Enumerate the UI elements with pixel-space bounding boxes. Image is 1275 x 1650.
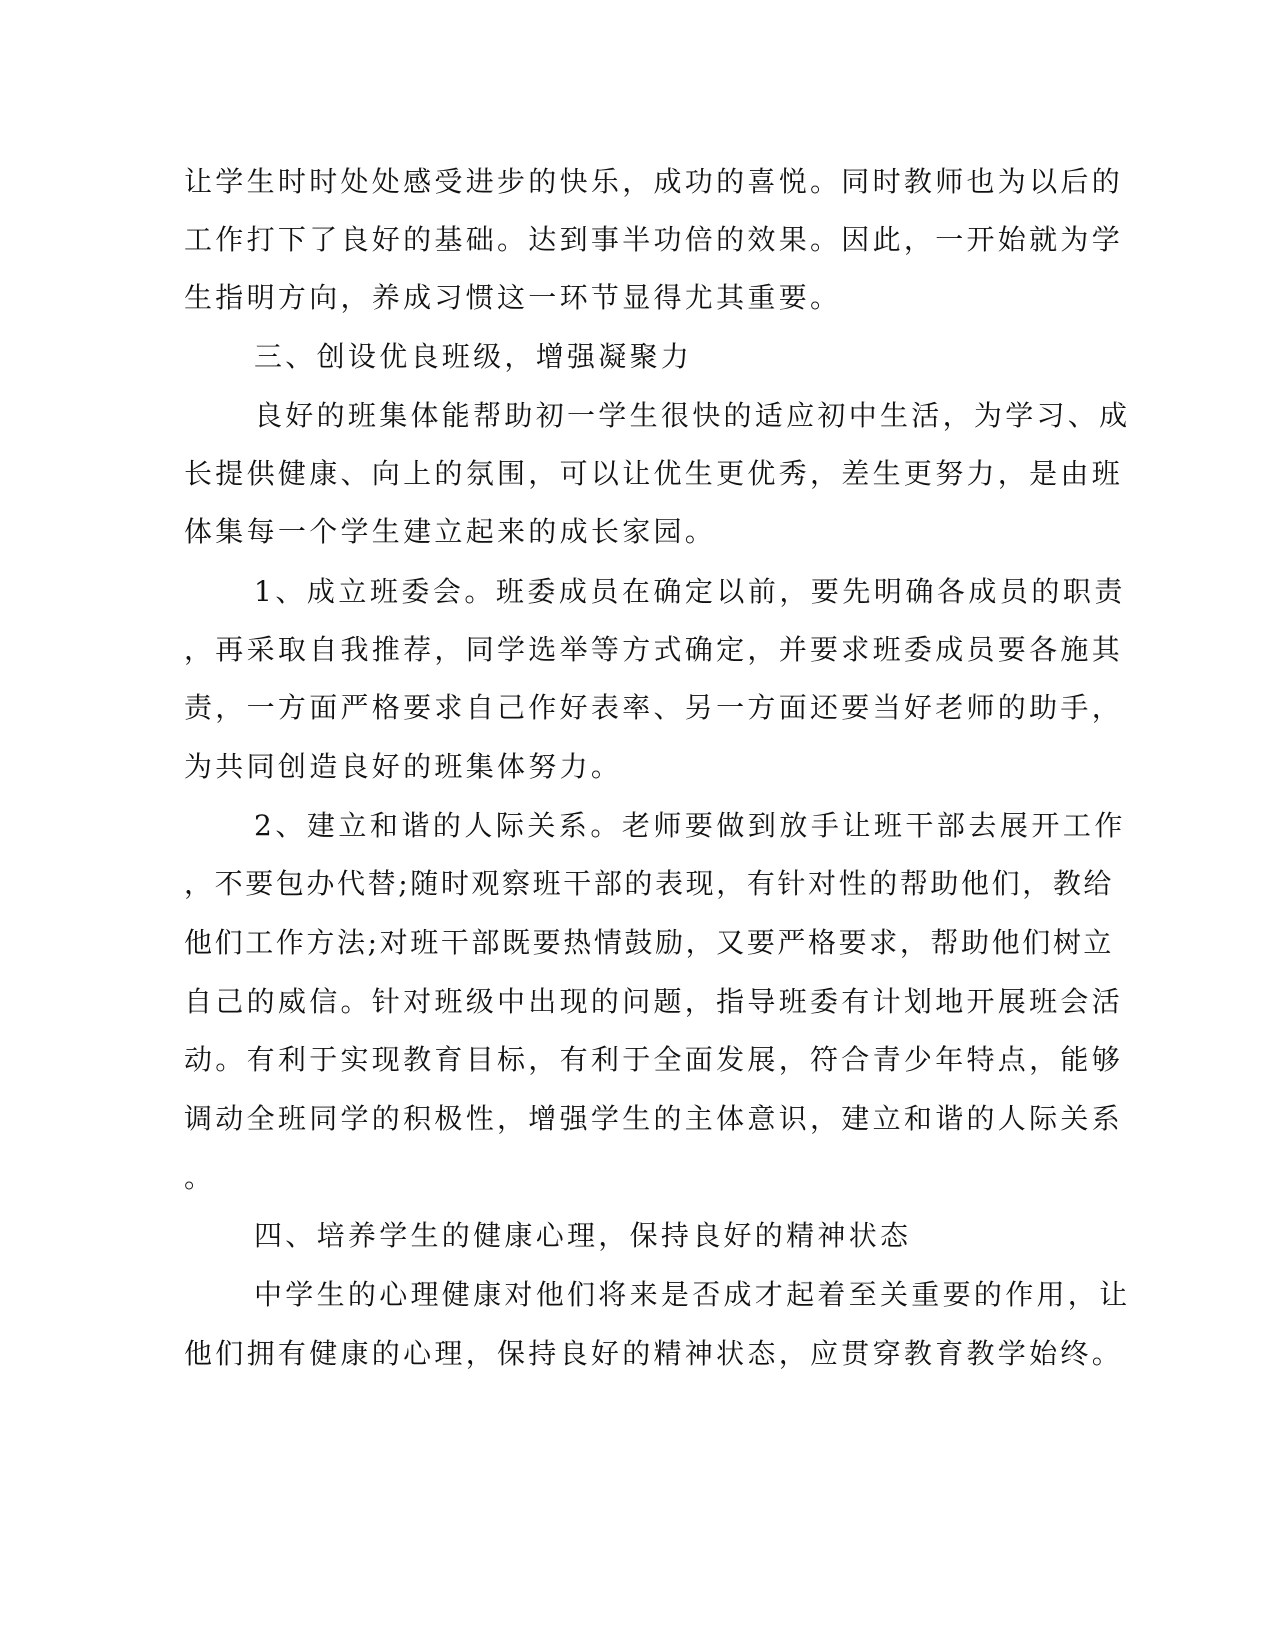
section-heading: 三、创设优良班级，增强凝聚力 xyxy=(254,340,693,373)
body-text-line: 。 xyxy=(184,1161,216,1194)
body-text-line: 体集每一个学生建立起来的成长家园。 xyxy=(184,515,717,548)
body-text-line: 他们拥有健康的心理，保持良好的精神状态，应贯穿教育教学始终。 xyxy=(184,1337,1124,1370)
body-text-line: 长提供健康、向上的氛围，可以让优生更优秀，差生更努力，是由班 xyxy=(184,457,1124,490)
body-text-line: 动。有利于实现教育目标，有利于全面发展，符合青少年特点，能够 xyxy=(184,1043,1124,1076)
body-text-line: 让学生时时处处感受进步的快乐，成功的喜悦。同时教师也为以后的 xyxy=(184,165,1124,198)
body-text-line: ，再采取自我推荐，同学选举等方式确定，并要求班委成员要各施其 xyxy=(184,633,1124,666)
body-text-line: 生指明方向，养成习惯这一环节显得尤其重要。 xyxy=(184,281,842,314)
body-text-line: 为共同创造良好的班集体努力。 xyxy=(184,750,623,783)
section-heading: 四、培养学生的健康心理，保持良好的精神状态 xyxy=(254,1219,912,1252)
body-text-line: 1、成立班委会。班委成员在确定以前，要先明确各成员的职责 xyxy=(254,575,1126,608)
body-text-line: 工作打下了良好的基础。达到事半功倍的效果。因此，一开始就为学 xyxy=(184,223,1124,256)
body-text-line: 良好的班集体能帮助初一学生很快的适应初中生活，为学习、成 xyxy=(254,399,1131,432)
body-text-line: 自己的威信。针对班级中出现的问题，指导班委有计划地开展班会活 xyxy=(184,985,1124,1018)
body-text-line: 调动全班同学的积极性，增强学生的主体意识，建立和谐的人际关系 xyxy=(184,1102,1124,1135)
body-text-line: 他们工作方法;对班干部既要热情鼓励，又要严格要求，帮助他们树立 xyxy=(184,926,1115,959)
body-text-line: 2、建立和谐的人际关系。老师要做到放手让班干部去展开工作 xyxy=(254,809,1126,842)
body-text-line: 中学生的心理健康对他们将来是否成才起着至关重要的作用，让 xyxy=(254,1278,1131,1311)
body-text-line: ，不要包办代替;随时观察班干部的表现，有针对性的帮助他们，教给 xyxy=(184,867,1115,900)
body-text-line: 责，一方面严格要求自己作好表率、另一方面还要当好老师的助手， xyxy=(184,691,1124,724)
